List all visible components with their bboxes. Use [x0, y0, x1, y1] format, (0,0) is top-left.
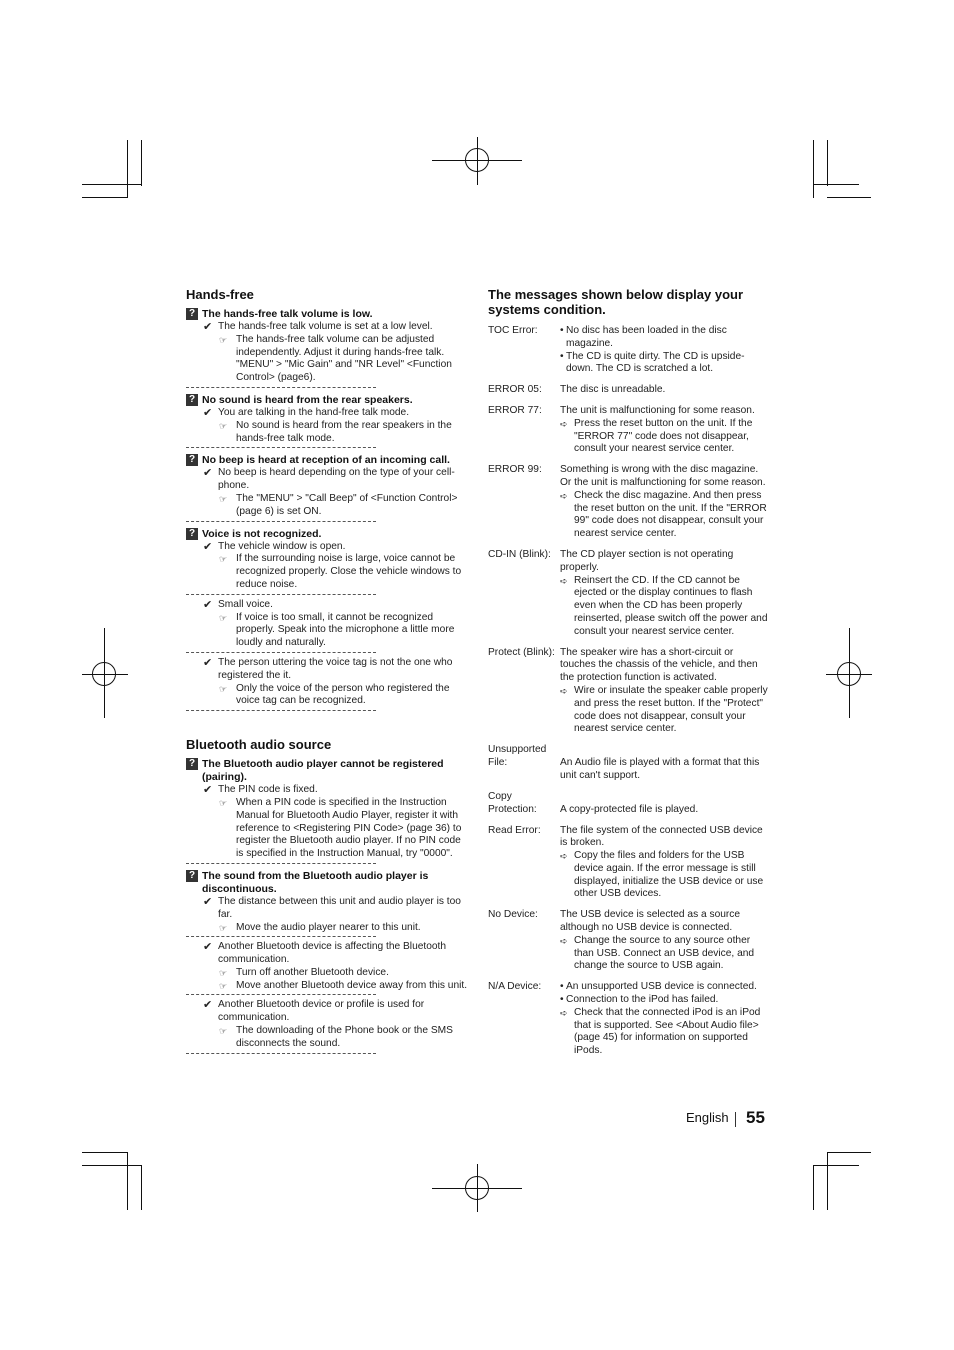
error-description	[560, 325, 770, 376]
remedy-item	[186, 797, 468, 861]
problem-text: No sound is heard from the rear speakers.	[202, 393, 413, 406]
arrow-icon: ➪	[560, 418, 568, 429]
footer-language: English	[686, 1110, 729, 1125]
cause-item	[186, 999, 468, 1025]
error-message-entry	[488, 825, 770, 902]
cause-item	[186, 541, 468, 554]
dashed-divider	[186, 521, 376, 522]
remedy-text: Only the voice of the person who registered the voice tag can be recognized.	[236, 682, 450, 707]
error-message-entry	[488, 549, 770, 639]
error-remedy	[560, 490, 770, 541]
check-icon: ✔	[203, 467, 213, 480]
arrow-icon: ➪	[560, 490, 568, 501]
check-icon: ✔	[203, 321, 213, 333]
remedy-text: Copy the files and folders for the USB device again. If the error message is still displayed, initialize the USB device or use other USB devices.	[574, 850, 764, 900]
error-message-entry	[488, 325, 770, 376]
error-message-entry	[488, 791, 770, 817]
hand-pointer-icon: ☞	[219, 420, 228, 431]
remedy-text: Reinsert the CD. If the CD cannot be ejected or the display continues to flash even when the CD has been properly reinserted, please switch off the power and consult your nearest service center.	[574, 574, 768, 637]
cause-text: Small voice.	[218, 598, 273, 610]
check-icon: ✔	[203, 598, 213, 611]
question-box-icon: ?	[186, 870, 198, 882]
arrow-icon: ➪	[560, 575, 568, 586]
hand-pointer-icon: ☞	[219, 493, 228, 504]
question-box-icon: ?	[186, 528, 198, 540]
arrow-icon: ➪	[560, 1007, 568, 1018]
error-label: Unsupported File:	[488, 744, 547, 768]
error-text: The disc is unreadable.	[560, 384, 666, 396]
bullet-icon: •	[560, 325, 564, 336]
question-box-icon: ?	[186, 308, 198, 320]
bullet-text: An unsupported USB device is connected.	[566, 981, 757, 993]
error-label: No Device:	[488, 909, 538, 921]
remedy-item	[186, 334, 468, 385]
error-message-entry	[488, 384, 770, 397]
error-description	[560, 464, 770, 541]
check-icon: ✔	[203, 540, 213, 553]
error-bullet	[560, 981, 770, 994]
hand-pointer-icon: ☞	[219, 1026, 228, 1037]
remedy-text: The downloading of the Phone book or the SMS disconnects the sound.	[236, 1025, 453, 1049]
error-description	[560, 981, 770, 1058]
bullet-icon: •	[560, 981, 564, 993]
error-message-entry	[488, 464, 770, 541]
cause-text: The vehicle window is open.	[218, 540, 346, 552]
problem-text: The sound from the Bluetooth audio player is discontinuous.	[202, 869, 429, 895]
bluetooth-problems	[186, 758, 468, 1054]
error-text: The USB device is selected as a source although no USB device is connected.	[560, 909, 741, 934]
cause-text: Another Bluetooth device or profile is used for communication.	[218, 999, 425, 1024]
cause-item	[186, 941, 468, 967]
footer-separator	[735, 1112, 736, 1127]
page-number: 55	[746, 1108, 765, 1127]
hand-pointer-icon: ☞	[219, 334, 228, 345]
problem-question	[186, 870, 468, 896]
hand-pointer-icon: ☞	[219, 612, 228, 623]
dashed-divider	[186, 1053, 376, 1054]
cause-text: The distance between this unit and audio player is too far.	[218, 895, 461, 920]
error-description	[560, 647, 770, 737]
remedy-item	[186, 967, 468, 980]
bluetooth-section-title: Bluetooth audio source	[186, 737, 332, 753]
problem-question	[186, 528, 468, 541]
cause-item	[186, 407, 468, 420]
error-description	[560, 825, 770, 902]
cause-item	[186, 784, 468, 797]
remedy-text: When a PIN code is specified in the Instruction Manual for Bluetooth Audio Player, register it with reference to <Registering PIN Code> (page 36) to register the Bluetooth audio player. If no PIN code is specified in the Instruction Manual, try "0000".	[236, 796, 462, 860]
error-label: ERROR 77:	[488, 404, 542, 416]
check-icon: ✔	[203, 406, 213, 419]
remedy-text: If voice is too small, it cannot be recognized properly. Speak into the microphone a little more loudly and naturally.	[236, 611, 455, 649]
error-label: N/A Device:	[488, 981, 542, 993]
cause-item	[186, 657, 468, 683]
error-message-entry	[488, 405, 770, 456]
check-icon: ✔	[203, 941, 213, 954]
error-message-entry	[488, 909, 770, 973]
error-label: Protect (Blink):	[488, 646, 555, 658]
check-icon: ✔	[203, 656, 213, 669]
remedy-text: Check the disc magazine. And then press the reset button on the unit. If the "ERROR 99" code does not disappear, consult your nearest service center.	[574, 489, 767, 540]
error-text: The file system of the connected USB device is broken.	[560, 824, 763, 849]
bullet-text: Connection to the iPod has failed.	[566, 994, 719, 1006]
remedy-item	[186, 922, 468, 935]
error-text: Something is wrong with the disc magazine. Or the unit is malfunctioning for some reason.	[560, 464, 766, 488]
arrow-icon: ➪	[560, 935, 568, 946]
check-icon: ✔	[203, 999, 213, 1012]
cause-text: Another Bluetooth device is affecting the Bluetooth communication.	[218, 941, 447, 966]
remedy-item	[186, 493, 468, 519]
error-description	[560, 384, 770, 397]
cause-item	[186, 467, 468, 493]
error-message-entry	[488, 647, 770, 737]
remedy-text: Change the source to any source other than USB. Connect an USB device, and change the source to USB again.	[574, 934, 755, 972]
dashed-divider	[186, 447, 376, 448]
error-label: CD-IN (Blink):	[488, 548, 551, 560]
cause-text: You are talking in the hand-free talk mode.	[218, 406, 410, 418]
cause-text: The PIN code is fixed.	[218, 784, 318, 796]
dashed-divider	[186, 936, 376, 937]
question-box-icon: ?	[186, 454, 198, 466]
dashed-divider	[186, 710, 376, 711]
error-label: Copy Protection:	[488, 790, 537, 815]
error-remedy	[560, 575, 770, 639]
bullet-icon: •	[560, 350, 564, 362]
cause-text: The person uttering the voice tag is not the one who registered the it.	[218, 656, 453, 681]
hand-pointer-icon: ☞	[219, 967, 228, 978]
dashed-divider	[186, 387, 376, 388]
bullet-icon: •	[560, 994, 564, 1006]
dashed-divider	[186, 594, 376, 595]
problem-text: Voice is not recognized.	[202, 527, 322, 540]
remedy-item	[186, 683, 468, 709]
error-description	[560, 549, 770, 639]
error-bullet	[560, 325, 770, 351]
remedy-text: The "MENU" > "Call Beep" of <Function Control> (page 6) is set ON.	[236, 492, 458, 517]
error-remedy	[560, 1007, 770, 1058]
error-description	[560, 744, 770, 783]
hand-pointer-icon: ☞	[219, 554, 228, 565]
remedy-text: Move the audio player nearer to this unit.	[236, 921, 421, 933]
error-message-list	[488, 325, 770, 1058]
error-text: A copy-protected file is played.	[560, 803, 699, 815]
bullet-text: No disc has been loaded in the disc magazine.	[566, 325, 727, 349]
left-column	[186, 287, 468, 1058]
error-description	[560, 791, 770, 817]
error-label: ERROR 99:	[488, 464, 542, 476]
remedy-item	[186, 553, 468, 591]
problem-question	[186, 454, 468, 467]
remedy-item	[186, 420, 468, 446]
messages-section-title: The messages shown below display your systems condition.	[488, 287, 744, 317]
handsfree-section-title: Hands-free	[186, 287, 254, 302]
hand-pointer-icon: ☞	[219, 922, 228, 933]
error-text: The speaker wire has a short-circuit or touches the chassis of the vehicle, and then the protection function is activated.	[560, 646, 758, 684]
cause-item	[186, 599, 468, 612]
error-message-entry	[488, 744, 770, 783]
error-description	[560, 909, 770, 973]
hand-pointer-icon: ☞	[219, 980, 228, 991]
problem-text: The Bluetooth audio player cannot be registered (pairing).	[202, 758, 444, 784]
problem-question	[186, 394, 468, 407]
hand-pointer-icon: ☞	[219, 797, 228, 808]
cause-item	[186, 896, 468, 922]
error-text: The unit is malfunctioning for some reason.	[560, 404, 755, 416]
remedy-text: Wire or insulate the speaker cable properly and press the reset button. If the "Protect" code does not disappear, consult your nearest service center.	[574, 684, 768, 735]
bullet-text: The CD is quite dirty. The CD is upside-down. The CD is scratched a lot.	[566, 350, 745, 375]
arrow-icon: ➪	[560, 685, 568, 696]
error-description	[560, 405, 770, 456]
remedy-text: Press the reset button on the unit. If the "ERROR 77" code does not disappear, consult your nearest service center.	[574, 417, 753, 455]
remedy-text: Turn off another Bluetooth device.	[236, 966, 389, 978]
error-label: Read Error:	[488, 824, 541, 836]
dashed-divider	[186, 994, 376, 995]
right-column	[488, 287, 770, 1066]
cause-text: No beep is heard depending on the type of your cell-phone.	[218, 467, 455, 492]
error-remedy	[560, 685, 770, 736]
problem-text: No beep is heard at reception of an incoming call.	[202, 454, 450, 467]
cause-text: The hands-free talk volume is set at a low level.	[218, 321, 433, 332]
check-icon: ✔	[203, 895, 213, 908]
error-remedy	[560, 418, 770, 456]
remedy-text: Check that the connected iPod is an iPod that is supported. See <About Audio file> (page 45) for information on supported iPods.	[574, 1006, 761, 1057]
error-bullet	[560, 994, 770, 1007]
dashed-divider	[186, 652, 376, 653]
check-icon: ✔	[203, 784, 213, 797]
problem-text: The hands-free talk volume is low.	[202, 308, 373, 320]
error-text: An Audio file is played with a format that this unit can't support.	[560, 757, 760, 781]
problem-question	[186, 758, 468, 784]
hand-pointer-icon: ☞	[219, 683, 228, 694]
remedy-text: If the surrounding noise is large, voice cannot be recognized properly. Close the vehicle windows to reduce noise.	[236, 553, 462, 590]
remedy-text: No sound is heard from the rear speakers in the hands-free talk mode.	[236, 419, 452, 444]
arrow-icon: ➪	[560, 851, 568, 862]
error-remedy	[560, 935, 770, 973]
problem-question	[186, 308, 468, 321]
error-label: TOC Error:	[488, 325, 538, 336]
error-label: ERROR 05:	[488, 384, 542, 396]
remedy-item	[186, 980, 468, 993]
question-box-icon: ?	[186, 758, 198, 770]
dashed-divider	[186, 863, 376, 864]
error-bullet	[560, 351, 770, 377]
question-box-icon: ?	[186, 394, 198, 406]
remedy-text: The hands-free talk volume can be adjusted independently. Adjust it during hands-free talk. "MENU" > "Mic Gain" and "NR Level" <Function Control> (page6).	[236, 333, 452, 384]
handsfree-problems	[186, 308, 468, 711]
cause-item	[186, 321, 468, 334]
remedy-item	[186, 612, 468, 650]
error-remedy	[560, 850, 770, 901]
error-message-entry	[488, 981, 770, 1058]
remedy-item	[186, 1025, 468, 1051]
remedy-text: Move another Bluetooth device away from this unit.	[236, 979, 468, 991]
error-text: The CD player section is not operating properly.	[560, 548, 734, 573]
